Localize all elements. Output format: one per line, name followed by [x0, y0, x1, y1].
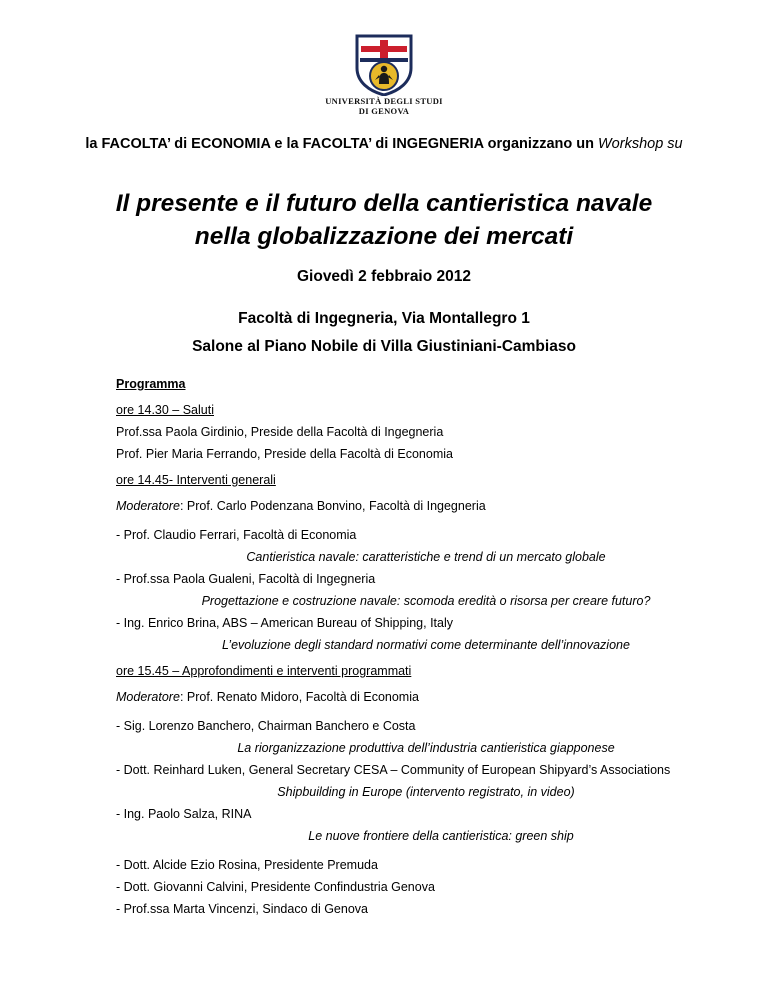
- session-2-time: ore 14.45- Interventi generali: [116, 473, 276, 487]
- talk-luken: Shipbuilding in Europe (intervento registrato, in video): [277, 785, 575, 799]
- speaker-rosina: - Dott. Alcide Ezio Rosina, Presidente Premuda: [116, 858, 378, 872]
- title-line-1: Il presente e il futuro della cantieristica navale: [115, 190, 653, 217]
- session-1-time: ore 14.30 – Saluti: [116, 403, 214, 417]
- speaker-vincenzi: - Prof.ssa Marta Vincenzi, Sindaco di Genova: [116, 902, 368, 916]
- intro-text: la FACOLTA’ di ECONOMIA e la FACOLTA’ di INGEGNERIA organizzano un: [85, 136, 594, 152]
- intro-line: [0, 136, 768, 152]
- page-title: [0, 187, 768, 253]
- venue-line-1: Facoltà di Ingegneria, Via Montallegro 1: [238, 310, 530, 327]
- venue-line-2: Salone al Piano Nobile di Villa Giustiniani-Cambiaso: [192, 338, 576, 355]
- speaker-luken: - Dott. Reinhard Luken, General Secretary CESA – Community of European Shipyard’s Associations: [116, 763, 671, 777]
- session-2-moderator: [116, 499, 736, 514]
- title-line-2: nella globalizzazione dei mercati: [194, 223, 574, 250]
- speaker-banchero: - Sig. Lorenzo Banchero, Chairman Banchero e Costa: [116, 719, 416, 733]
- talk-salza: Le nuove frontiere della cantieristica: green ship: [308, 829, 574, 843]
- speaker-brina: - Ing. Enrico Brina, ABS – American Bureau of Shipping, Italy: [116, 616, 453, 630]
- program-heading: Programma: [116, 377, 186, 391]
- greeting-speaker-2: Prof. Pier Maria Ferrando, Preside della Facoltà di Economia: [116, 447, 453, 461]
- greeting-speaker-1: Prof.ssa Paola Girdinio, Preside della Facoltà di Ingegneria: [116, 425, 444, 439]
- event-date: Giovedì 2 febbraio 2012: [296, 268, 471, 285]
- talk-brina: L’evoluzione degli standard normativi come determinante dell’innovazione: [222, 638, 630, 652]
- university-logo: [0, 34, 768, 116]
- speaker-salza: - Ing. Paolo Salza, RINA: [116, 807, 252, 821]
- university-name-line1: UNIVERSITÀ DEGLI STUDI: [325, 96, 443, 106]
- moderator-label: Moderatore: [116, 499, 180, 513]
- intro-italic: Workshop su: [598, 136, 683, 152]
- session-3-time: ore 15.45 – Approfondimenti e interventi programmati: [116, 664, 412, 678]
- moderator-text: : Prof. Renato Midoro, Facoltà di Economia: [179, 690, 419, 704]
- talk-gualeni: Progettazione e costruzione navale: scomoda eredità o risorsa per creare futuro?: [201, 594, 651, 608]
- speaker-calvini: - Dott. Giovanni Calvini, Presidente Confindustria Genova: [116, 880, 435, 894]
- moderator-text: : Prof. Carlo Podenzana Bonvino, Facoltà di Ingegneria: [179, 499, 486, 513]
- speaker-ferrari: - Prof. Claudio Ferrari, Facoltà di Economia: [116, 528, 357, 542]
- university-crest-icon: [353, 34, 415, 96]
- program-section: [116, 377, 736, 917]
- talk-banchero: La riorganizzazione produttiva dell’industria cantieristica giapponese: [237, 741, 615, 755]
- speaker-gualeni: - Prof.ssa Paola Gualeni, Facoltà di Ingegneria: [116, 572, 376, 586]
- session-3-moderator: [116, 690, 736, 705]
- talk-ferrari: Cantieristica navale: caratteristiche e trend di un mercato globale: [246, 550, 606, 564]
- university-name-line2: DI GENOVA: [358, 106, 410, 116]
- moderator-label: Moderatore: [116, 690, 180, 704]
